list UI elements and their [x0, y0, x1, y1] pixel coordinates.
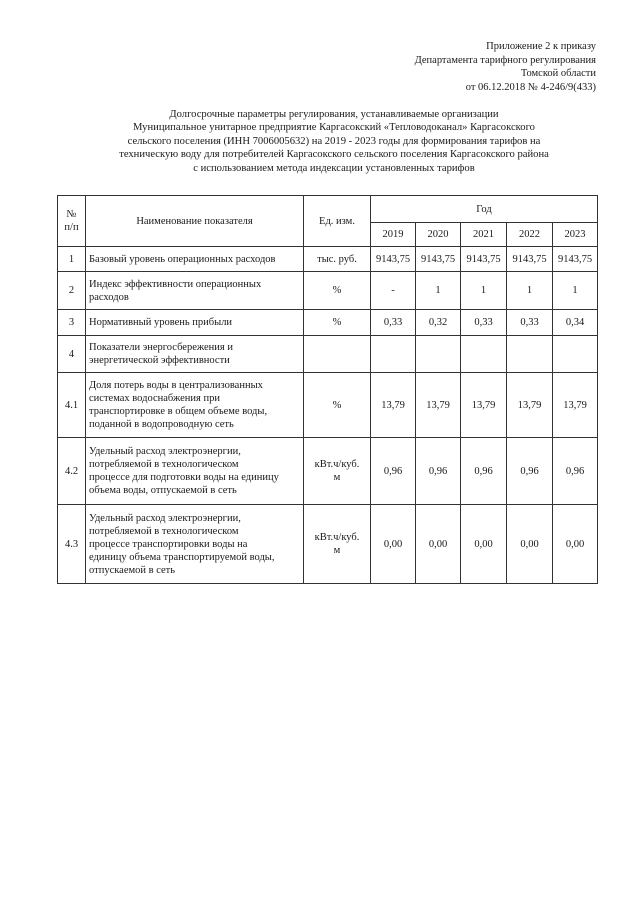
unit-line: кВт.ч/куб.: [314, 532, 360, 543]
title-line: Муниципальное унитарное предприятие Каргасокский «Тепловодоканал» Каргасокского: [133, 122, 535, 134]
table-row: [58, 505, 598, 584]
indicator-name-line: Индекс эффективности операционных: [89, 278, 262, 290]
header-line: от 06.12.2018 № 4-246/9(433): [465, 81, 596, 93]
document-title: [60, 108, 608, 175]
value-cell: 0,34: [553, 310, 598, 336]
indicator-name-line: поданной в водопроводную сеть: [89, 419, 234, 430]
header-line: Томской области: [520, 68, 596, 79]
column-header-unit: Ед. изм.: [304, 196, 371, 247]
unit-line: м: [333, 472, 341, 483]
row-number: 2: [58, 272, 86, 310]
value-cell: 1: [553, 272, 598, 310]
table-row: [58, 336, 598, 373]
value-cell: 9143,75: [461, 247, 507, 272]
column-header-year: 2023: [553, 223, 598, 247]
value-cell: 13,79: [507, 373, 553, 438]
unit-line: м: [333, 545, 341, 556]
column-header-number: [58, 196, 86, 247]
value-cell: [553, 336, 598, 373]
value-cell: [507, 336, 553, 373]
indicator-name-line: процессе для подготовки воды на единицу: [89, 472, 279, 483]
row-unit: [304, 373, 371, 438]
order-reference: [336, 40, 596, 94]
value-cell: 13,79: [553, 373, 598, 438]
value-cell: 9143,75: [371, 247, 416, 272]
column-header-year-group: Год: [371, 196, 598, 223]
indicator-name-line: процессе транспортировки воды на: [89, 538, 248, 550]
row-number: 4: [58, 336, 86, 373]
header-line: Департамента тарифного регулирования: [414, 54, 596, 66]
value-cell: 1: [461, 272, 507, 310]
column-header-year: 2019: [371, 223, 416, 247]
value-cell: 0,00: [553, 505, 598, 584]
value-cell: -: [371, 272, 416, 310]
indicator-name-line: объема воды, отпускаемой в сеть: [89, 485, 237, 496]
value-cell: 0,00: [507, 505, 553, 584]
row-indicator-name: [86, 373, 304, 438]
indicator-name-line: Удельный расход электроэнергии,: [89, 446, 241, 457]
parameters-table: [57, 195, 598, 584]
value-cell: 0,33: [371, 310, 416, 336]
unit-line: %: [332, 399, 342, 411]
row-indicator-name: [86, 310, 304, 336]
title-line: с использованием метода индексации установленных тарифов: [193, 162, 475, 174]
row-indicator-name: [86, 272, 304, 310]
row-unit: [304, 438, 371, 505]
indicator-name-line: Нормативный уровень прибыли: [89, 317, 233, 328]
indicator-name-line: энергетической эффективности: [89, 355, 230, 366]
header-number-line: №: [66, 209, 77, 220]
table-header-row: [58, 196, 598, 223]
title-line: сельского поселения (ИНН 7006005632) на 2019 - 2023 годы для формирования тарифов на: [127, 135, 541, 147]
row-number: 4.2: [58, 438, 86, 505]
row-unit: [304, 336, 371, 373]
indicator-name-line: системах водоснабжения при: [89, 393, 220, 404]
value-cell: 0,33: [507, 310, 553, 336]
row-indicator-name: [86, 438, 304, 505]
indicator-name-line: потребляемой в технологическом: [89, 459, 239, 470]
value-cell: 1: [507, 272, 553, 310]
value-cell: 1: [416, 272, 461, 310]
title-line: техническую воду для потребителей Каргасокского сельского поселения Каргасокского района: [119, 149, 549, 161]
value-cell: 13,79: [416, 373, 461, 438]
value-cell: 9143,75: [416, 247, 461, 272]
indicator-name-line: транспортировке в общем объеме воды,: [89, 406, 268, 417]
table-row: [58, 310, 598, 336]
value-cell: 0,33: [461, 310, 507, 336]
unit-line: %: [332, 285, 342, 296]
value-cell: 0,96: [416, 438, 461, 505]
indicator-name-line: Удельный расход электроэнергии,: [89, 512, 241, 524]
row-indicator-name: [86, 505, 304, 584]
value-cell: 0,00: [416, 505, 461, 584]
value-cell: 0,96: [371, 438, 416, 505]
header-number-line: п/п: [64, 222, 79, 233]
unit-line: %: [332, 317, 342, 328]
column-header-year: 2020: [416, 223, 461, 247]
indicator-name-line: Доля потерь воды в централизованных: [89, 380, 263, 391]
value-cell: 0,00: [461, 505, 507, 584]
row-number: 4.3: [58, 505, 86, 584]
value-cell: [461, 336, 507, 373]
row-unit: [304, 247, 371, 272]
row-number: 1: [58, 247, 86, 272]
indicator-name-line: потребляемой в технологическом: [89, 525, 239, 537]
table-row: [58, 247, 598, 272]
column-header-year: 2022: [507, 223, 553, 247]
indicator-name-line: расходов: [89, 291, 129, 303]
row-unit: [304, 310, 371, 336]
value-cell: [371, 336, 416, 373]
column-header-name: Наименование показателя: [86, 196, 304, 247]
table-row: [58, 373, 598, 438]
row-indicator-name: [86, 247, 304, 272]
row-unit: [304, 272, 371, 310]
row-number: 4.1: [58, 373, 86, 438]
row-unit: [304, 505, 371, 584]
column-header-year: 2021: [461, 223, 507, 247]
indicator-name-line: отпускаемой в сеть: [89, 564, 176, 576]
row-indicator-name: [86, 336, 304, 373]
value-cell: 13,79: [461, 373, 507, 438]
value-cell: 0,96: [461, 438, 507, 505]
header-line: Приложение 2 к приказу: [486, 41, 596, 52]
indicator-name-line: Показатели энергосбережения и: [89, 342, 233, 353]
table-row: [58, 272, 598, 310]
value-cell: [416, 336, 461, 373]
title-line: Долгосрочные параметры регулирования, устанавливаемые организации: [169, 109, 499, 120]
value-cell: 0,32: [416, 310, 461, 336]
table-row: [58, 438, 598, 505]
value-cell: 0,96: [507, 438, 553, 505]
row-number: 3: [58, 310, 86, 336]
value-cell: 0,96: [553, 438, 598, 505]
indicator-name-line: единицу объема транспортируемой воды,: [89, 551, 275, 563]
unit-line: тыс. руб.: [317, 253, 357, 265]
unit-line: кВт.ч/куб.: [314, 459, 360, 470]
value-cell: 0,00: [371, 505, 416, 584]
value-cell: 9143,75: [553, 247, 598, 272]
indicator-name-line: Базовый уровень операционных расходов: [89, 253, 276, 265]
value-cell: 9143,75: [507, 247, 553, 272]
value-cell: 13,79: [371, 373, 416, 438]
